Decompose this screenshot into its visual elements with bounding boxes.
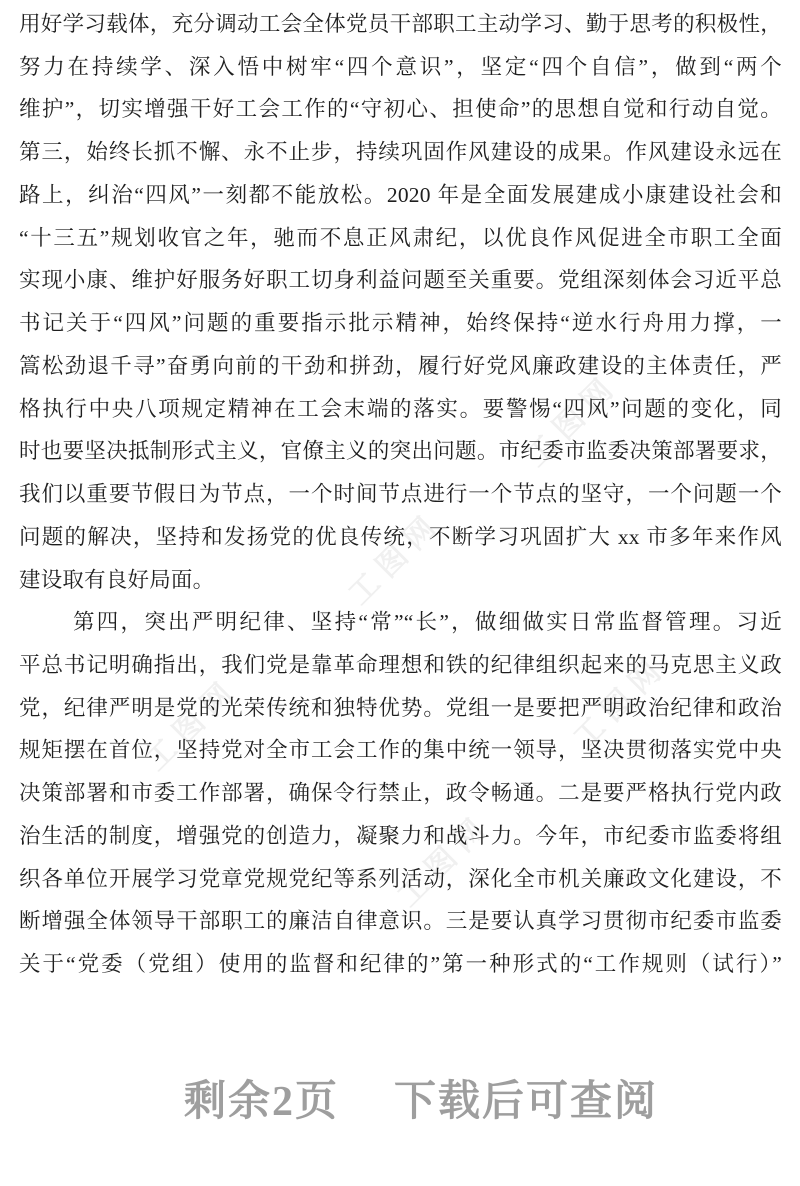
site-watermark: 工图网 [567,649,674,756]
site-watermark: 工图网 [342,505,449,612]
text-line: 书记关于“四风”问题的重要指示批示精神，始终保持“逆水行舟用力撑，一 [19,311,782,336]
text-line: 建设取有良好局面。 [19,567,215,592]
text-line: 格执行中央八项规定精神在工会末端的落实。要警惕“四风”问题的变化，同 [19,396,782,421]
text-line: 治生活的制度，增强党的创造力，凝聚力和战斗力。今年，市纪委市监委将组 [19,823,782,848]
text-line: 努力在持续学、深入悟中树牢“四个意识”，坚定“四个自信”，做到“两个 [19,54,782,79]
text-line: 用好学习载体，充分调动工会全体党员干部职工主动学习、勤于思考的积极性， [19,12,782,36]
text-line: 篙松劲退千寻”奋勇向前的干劲和拼劲，履行好党风廉政建设的主体责任，严 [19,353,782,378]
text-line: 路上，纠治“四风”一刻都不能放松。2020 年是全面发展建成小康建设社会和 [19,182,782,207]
text-line: “十三五”规划收官之年，驰而不息正风肃纪，以优良作风促进全市职工全面 [19,225,782,250]
text-line: 实现小康、维护好服务好职工切身利益问题至关重要。党组深刻体会习近平总 [19,268,782,293]
text-line: 平总书记明确指出，我们党是靠革命理想和铁的纪律组织起来的马克思主义政 [19,653,782,678]
document-body [19,3,782,986]
pages-remaining-text: 剩余2页 [183,1079,339,1125]
text-line: 第四，突出严明纪律、坚持“常”“长”，做细做实日常监督管理。习近 [73,610,782,635]
text-line: 决策部署和市委工作部署，确保令行禁止，政令畅通。二是要严格执行党内政 [19,781,782,806]
text-line: 时也要坚决抵制形式主义，官僚主义的突出问题。市纪委市监委决策部署要求， [19,439,782,464]
site-watermark: 工图网 [139,671,246,778]
text-line: 维护”，切实增强干好工会工作的“守初心、担使命”的思想自觉和行动自觉。 [19,97,782,122]
text-line: 规矩摆在首位，坚持党对全市工会工作的集中统一领导，坚决贯彻落实党中央 [19,738,782,763]
text-line: 织各单位开展学习党章党规党纪等系列活动，深化全市机关廉政文化建设，不 [19,866,782,891]
pages-remaining-banner [21,1078,800,1126]
site-watermark: 工图网 [391,807,498,914]
text-line: 问题的解决，坚持和发扬党的优良传统，不断学习巩固扩大 xx 市多年来作风 [19,524,782,549]
text-line: 党，纪律严明是党的光荣传统和独特优势。党组一是要把严明政治纪律和政治 [19,695,782,720]
text-line: 第三，始终长抓不懈、永不止步，持续巩固作风建设的成果。作风建设永远在 [19,140,782,165]
site-watermark: 工图网 [519,367,626,474]
text-line: 关于“党委（党组）使用的监督和纪律的”第一种形式的“工作规则（试行）” [19,952,782,977]
download-hint-text: 下载后可查阅 [394,1079,659,1125]
text-line: 断增强全体领导干部职工的廉洁自律意识。三是要认真学习贯彻市纪委市监委 [19,909,782,934]
text-line: 我们以重要节假日为节点，一个时间节点进行一个节点的坚守，一个问题一个 [19,482,782,507]
